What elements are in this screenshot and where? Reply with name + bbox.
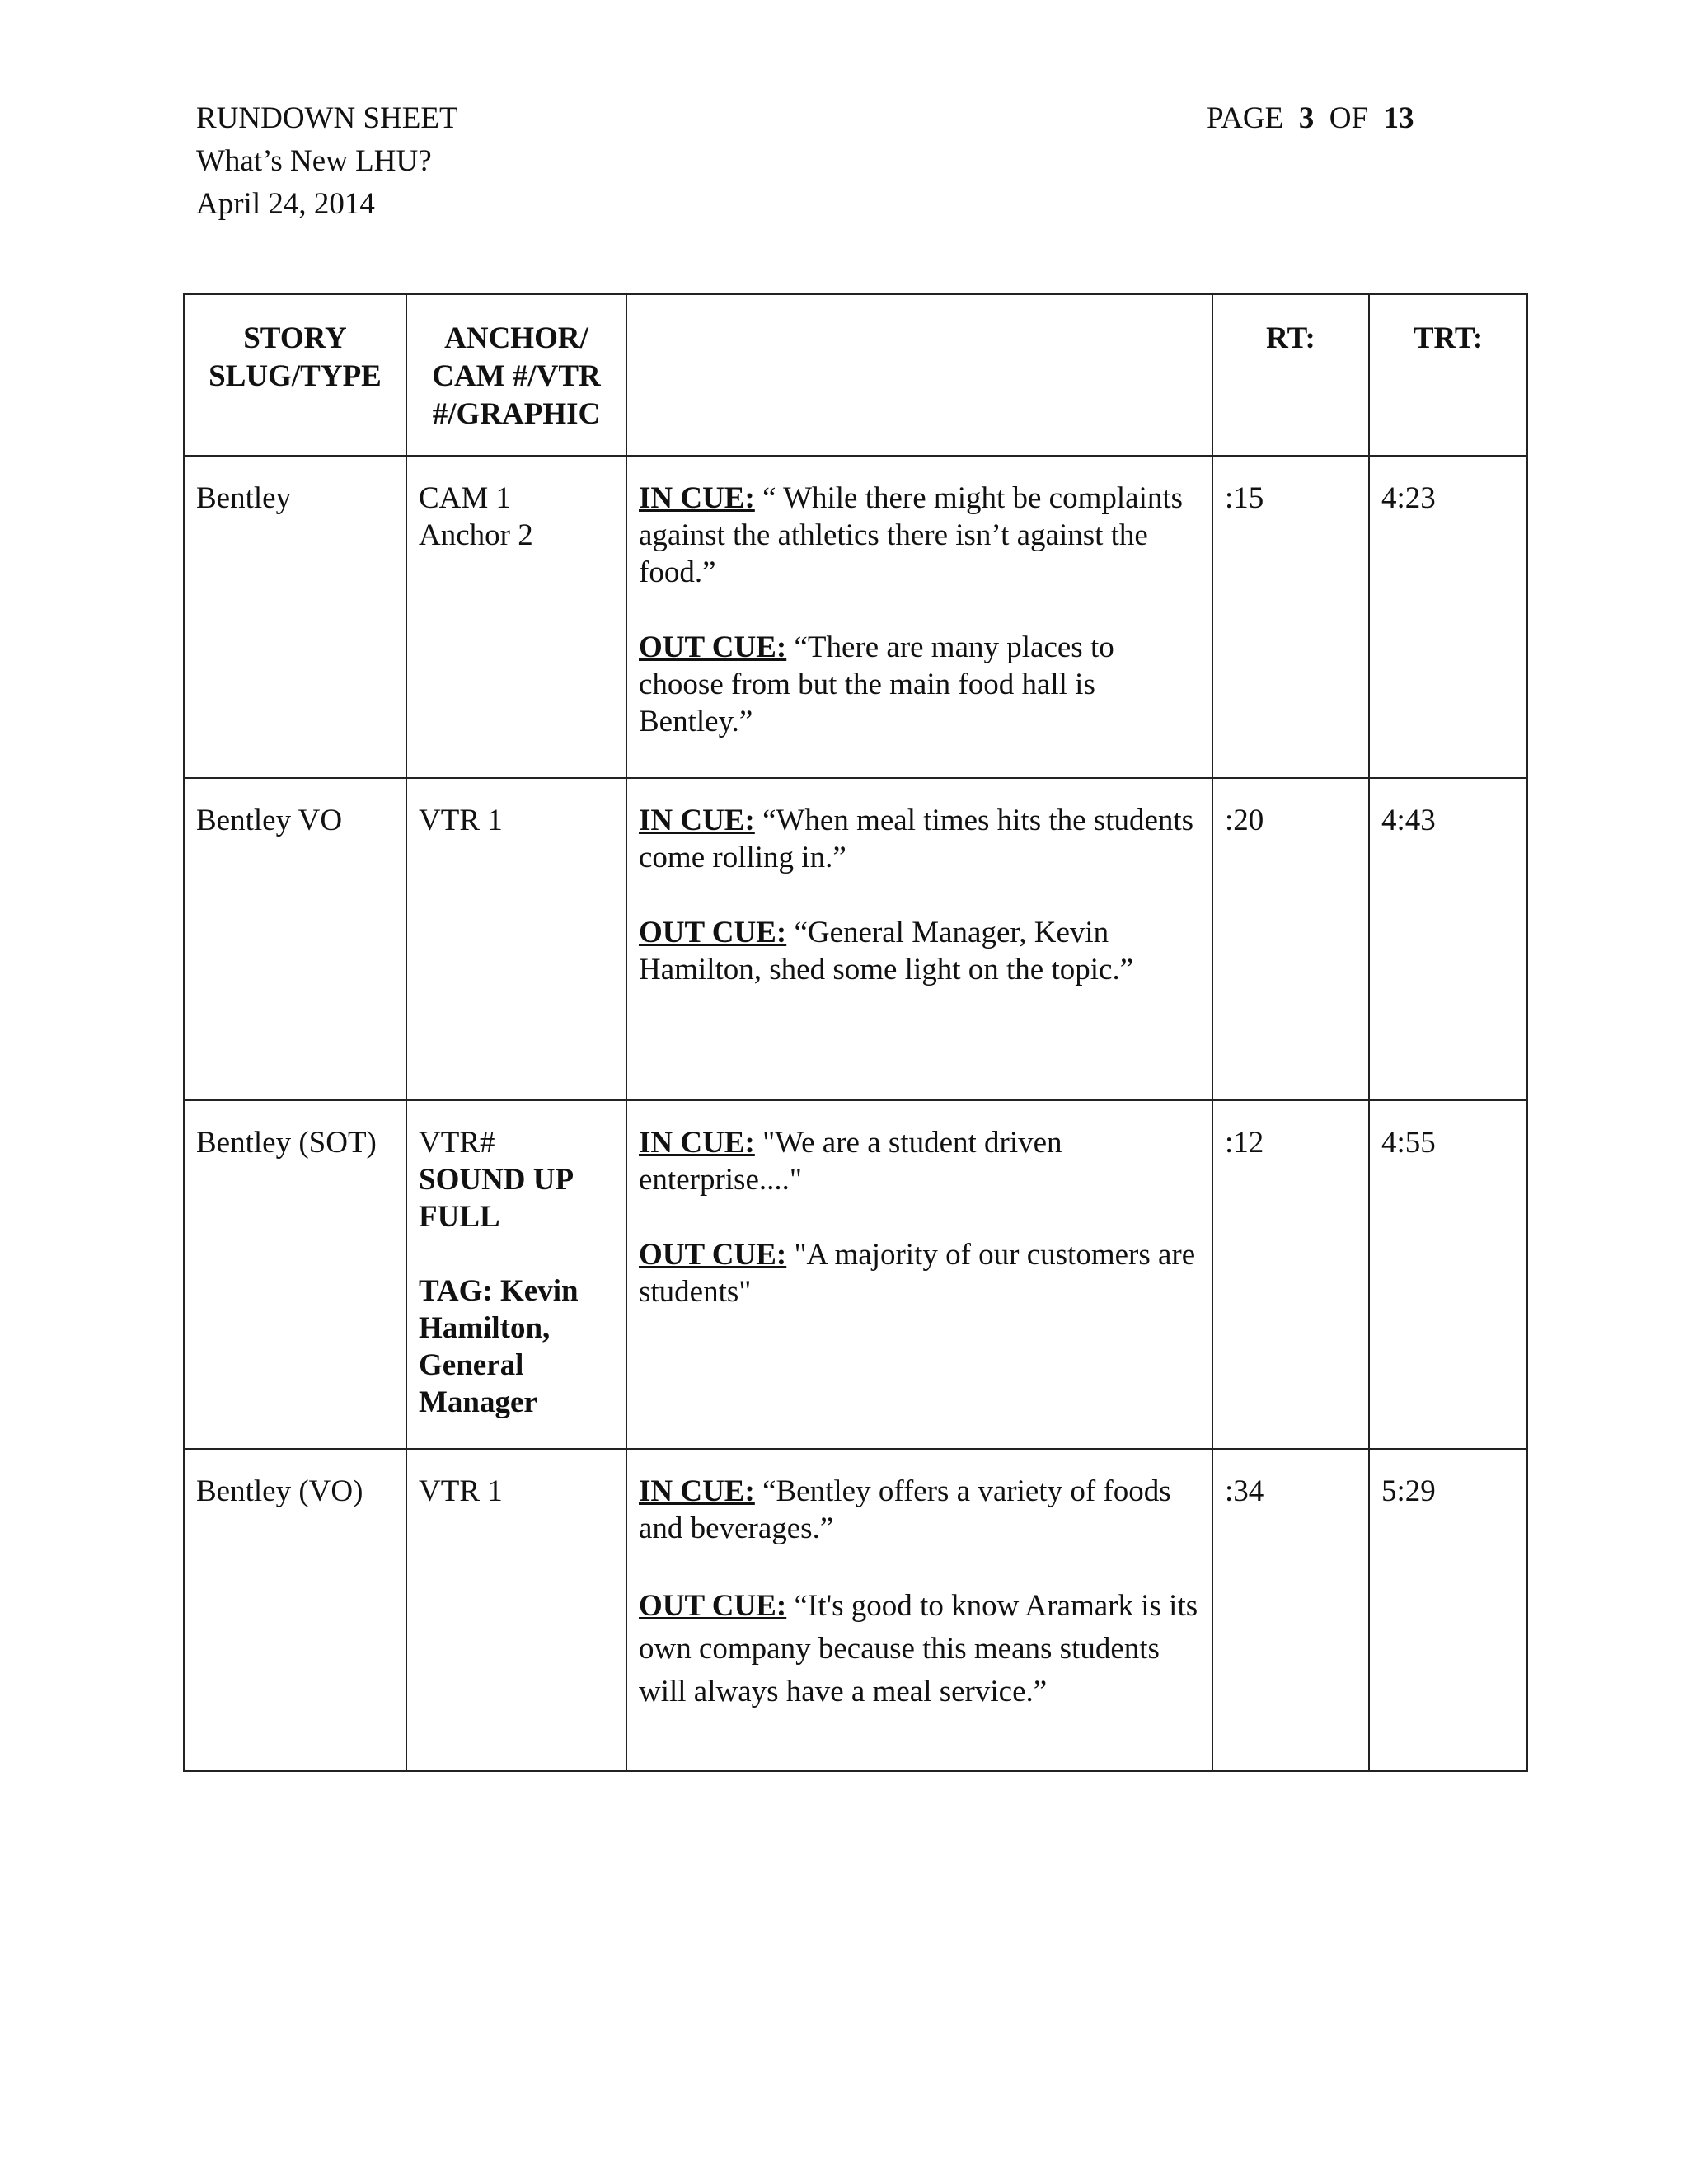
anchor-line: VTR 1	[419, 804, 503, 837]
run-time: :20	[1212, 778, 1369, 1100]
in-cue-label: IN CUE:	[639, 804, 755, 837]
total-run-time: 4:23	[1369, 456, 1527, 778]
total-run-time: 4:55	[1369, 1100, 1527, 1449]
anchor-line: Anchor 2	[419, 518, 533, 552]
anchor-line: CAM 1	[419, 481, 512, 515]
table-row	[184, 456, 1527, 778]
column-header-rt: RT:	[1212, 294, 1369, 456]
out-cue	[639, 1585, 1200, 1713]
anchor-cell	[406, 456, 626, 778]
in-cue-label: IN CUE:	[639, 1126, 755, 1160]
anchor-cell	[406, 778, 626, 1100]
out-cue-label: OUT CUE:	[639, 916, 787, 949]
anchor-line: VTR#	[419, 1126, 495, 1160]
run-time: :34	[1212, 1449, 1369, 1771]
anchor-cell	[406, 1100, 626, 1449]
script-cell	[626, 456, 1212, 778]
table-row	[184, 1449, 1527, 1771]
table-row	[184, 778, 1527, 1100]
out-cue	[639, 1236, 1200, 1310]
page-indicator	[1207, 97, 1414, 140]
of-label: OF	[1329, 101, 1369, 135]
in-cue	[639, 480, 1200, 591]
story-slug: Bentley (SOT)	[184, 1100, 406, 1449]
page-total: 13	[1383, 101, 1414, 135]
column-header-anchor: ANCHOR/ CAM #/VTR #/GRAPHIC	[406, 294, 626, 456]
document-header	[196, 97, 458, 226]
out-cue-text: “General Manager, Kevin Hamilton, shed some light on the topic.”	[639, 916, 1134, 987]
column-header-trt: TRT:	[1369, 294, 1527, 456]
script-cell	[626, 778, 1212, 1100]
page-number: 3	[1298, 101, 1315, 135]
out-cue	[639, 629, 1200, 740]
show-name: What’s New LHU?	[196, 144, 432, 178]
sheet-title: RUNDOWN SHEET	[196, 101, 458, 135]
in-cue-text: “When meal times hits the students come rolling in.”	[639, 804, 1194, 874]
sound-cue: SOUND UP FULL	[419, 1163, 573, 1234]
in-cue-text: “Bentley offers a variety of foods and beverages.”	[639, 1474, 1171, 1545]
anchor-cell	[406, 1449, 626, 1771]
out-cue-label: OUT CUE:	[639, 1238, 787, 1272]
script-cell	[626, 1100, 1212, 1449]
out-cue-text: “It's good to know Aramark is its own company because this means students will always have a meal service.”	[639, 1589, 1198, 1708]
out-cue-label: OUT CUE:	[639, 1589, 787, 1623]
in-cue-label: IN CUE:	[639, 481, 755, 515]
run-time: :15	[1212, 456, 1369, 778]
in-cue	[639, 1473, 1200, 1547]
in-cue-text: "We are a student driven enterprise...."	[639, 1126, 1062, 1197]
story-slug: Bentley (VO)	[184, 1449, 406, 1771]
in-cue-text: “ While there might be complaints against the athletics there isn’t against the food.”	[639, 481, 1184, 589]
total-run-time: 4:43	[1369, 778, 1527, 1100]
run-time: :12	[1212, 1100, 1369, 1449]
script-cell	[626, 1449, 1212, 1771]
page-label: PAGE	[1207, 101, 1284, 135]
out-cue-text: "A majority of our customers are students"	[639, 1238, 1196, 1309]
table-row	[184, 1100, 1527, 1449]
column-header-story: STORY SLUG/TYPE	[184, 294, 406, 456]
total-run-time: 5:29	[1369, 1449, 1527, 1771]
table-header-row	[184, 294, 1527, 456]
in-cue-label: IN CUE:	[639, 1474, 755, 1508]
rundown-table	[183, 293, 1528, 1772]
in-cue	[639, 802, 1200, 876]
column-header-script	[626, 294, 1212, 456]
show-date: April 24, 2014	[196, 187, 375, 221]
in-cue	[639, 1124, 1200, 1198]
story-slug: Bentley VO	[184, 778, 406, 1100]
out-cue-text: “There are many places to choose from but the main food hall is Bentley.”	[639, 630, 1114, 738]
anchor-line: VTR 1	[419, 1474, 503, 1508]
out-cue	[639, 914, 1200, 988]
out-cue-label: OUT CUE:	[639, 630, 787, 664]
name-tag: TAG: Kevin Hamilton, General Manager	[419, 1274, 579, 1419]
story-slug: Bentley	[184, 456, 406, 778]
